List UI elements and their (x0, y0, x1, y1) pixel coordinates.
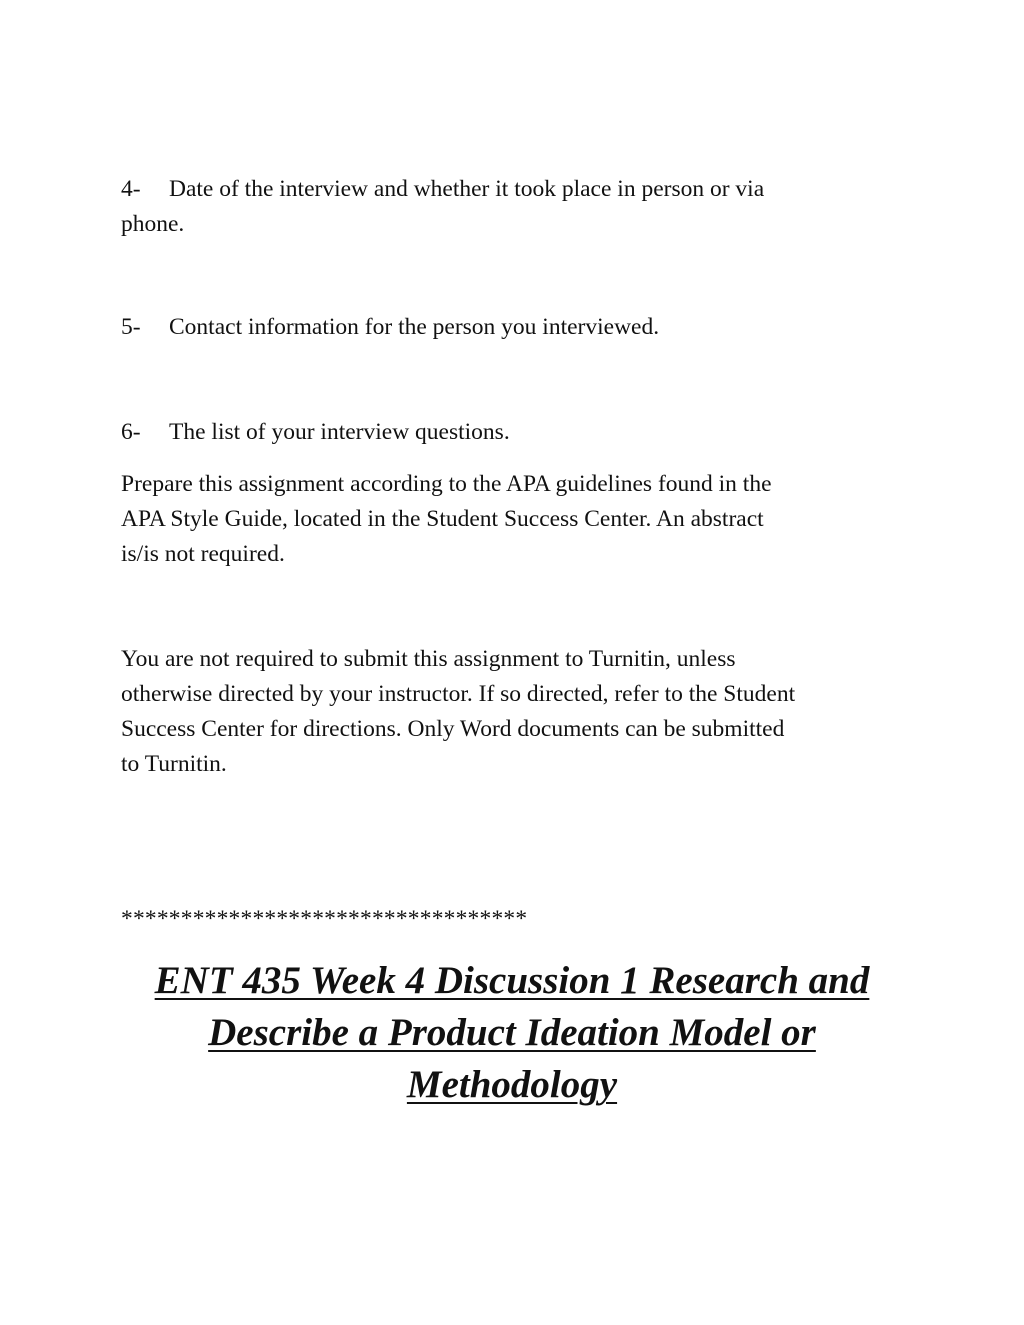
paragraph-line: Success Center for directions. Only Word documents can be submitted (121, 716, 785, 742)
turnitin-paragraph (121, 642, 901, 782)
list-text: The list of your interview questions. (169, 419, 510, 445)
list-number: 6- (121, 419, 141, 445)
list-item-5 (121, 310, 901, 345)
section-heading (112, 955, 912, 1111)
paragraph-line: APA Style Guide, located in the Student Success Center. An abstract (121, 506, 764, 532)
separator-stars: ********************************** (121, 906, 528, 932)
heading-line: ENT 435 Week 4 Discussion 1 Research and (154, 959, 870, 1002)
paragraph-line: is/is not required. (121, 541, 285, 567)
paragraph-line: Prepare this assignment according to the APA guidelines found in the (121, 471, 772, 497)
list-number: 5- (121, 314, 141, 340)
apa-paragraph (121, 467, 901, 572)
heading-line: Methodology (406, 1063, 618, 1106)
list-item-4 (121, 172, 901, 242)
paragraph-line: You are not required to submit this assignment to Turnitin, unless (121, 646, 736, 672)
heading-line: Describe a Product Ideation Model or (208, 1011, 816, 1054)
paragraph-line: to Turnitin. (121, 751, 227, 777)
list-text: Contact information for the person you interviewed. (169, 314, 660, 340)
list-text: Date of the interview and whether it took place in person or via (169, 176, 765, 202)
list-text-continuation: phone. (121, 211, 185, 237)
paragraph-line: otherwise directed by your instructor. If so directed, refer to the Student (121, 681, 796, 707)
list-item-6 (121, 415, 901, 450)
list-number: 4- (121, 176, 141, 202)
